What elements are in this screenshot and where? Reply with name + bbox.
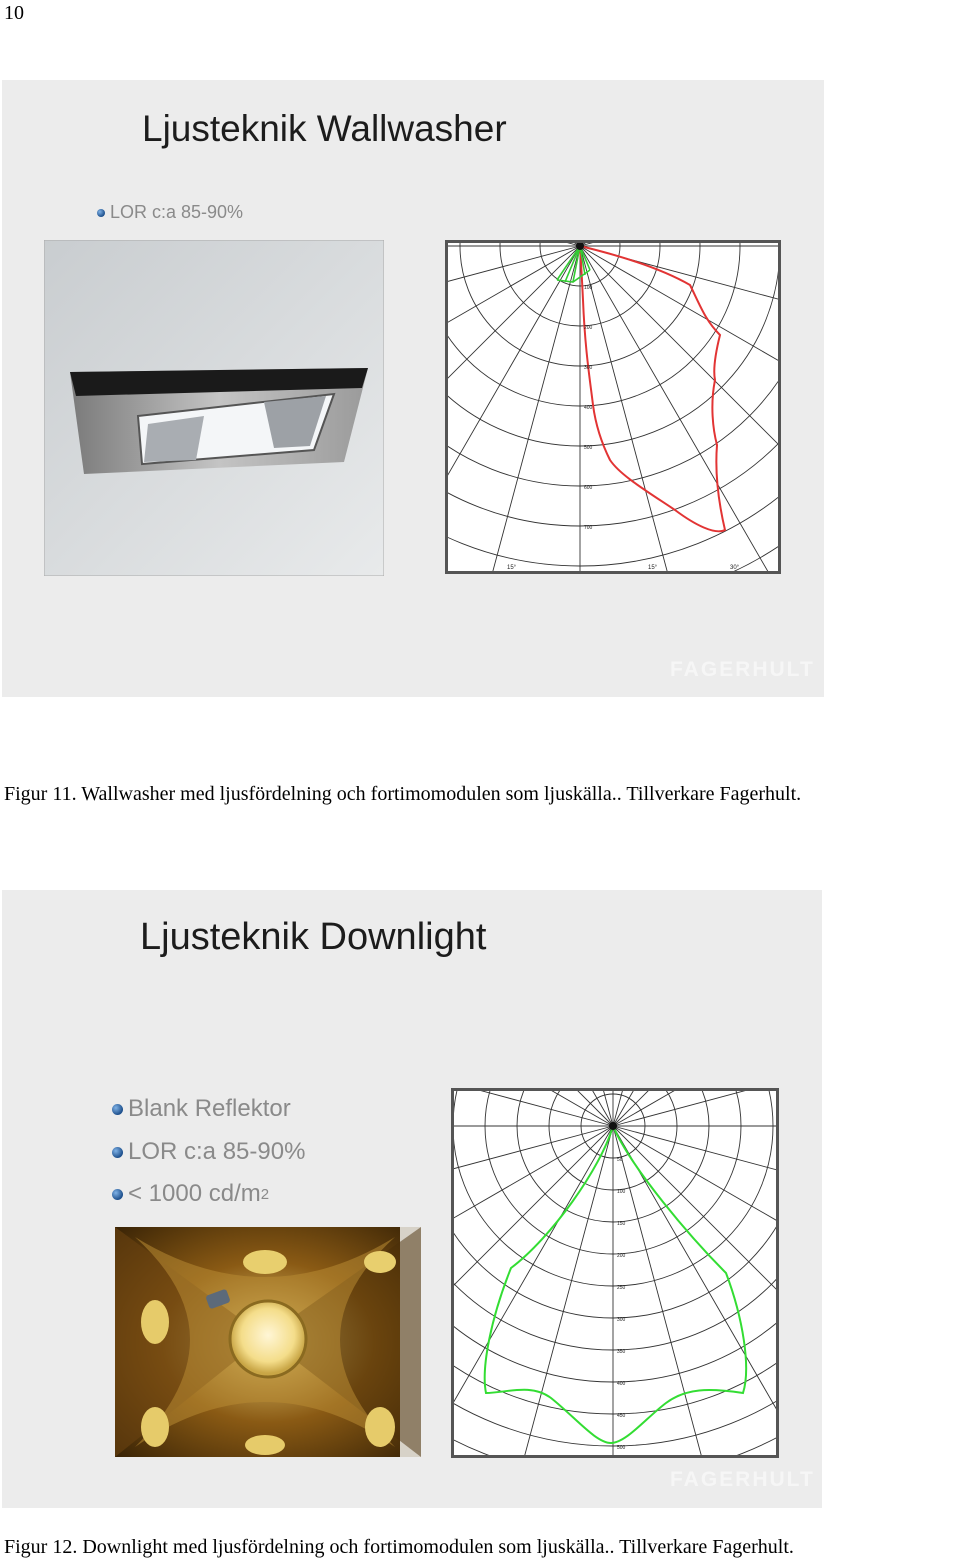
polar-ring — [451, 1088, 779, 1458]
polar-spoke — [613, 1126, 779, 1458]
polar-frame — [447, 242, 780, 573]
polar-spoke — [451, 1088, 613, 1126]
figure11-caption: Figur 11. Wallwasher med ljusfördelning och fortimomodulen som ljuskälla.. Tillverkare Fagerhult. — [4, 783, 802, 805]
polar-spoke — [580, 246, 781, 557]
figure12-caption: Figur 12. Downlight med ljusfördelning och fortimomodulen som ljuskälla.. Tillverkare Fagerhult. — [4, 1536, 794, 1558]
wallwasher-bullet-text: LOR c:a 85-90% — [110, 202, 244, 222]
polar-spoke — [613, 1088, 779, 1126]
downlight-bullet — [112, 1095, 291, 1123]
polar-grid — [445, 240, 781, 574]
downlight-bullet-text: Blank Reflektor — [128, 1095, 291, 1122]
polar-label: 200 — [584, 325, 593, 331]
polar-spoke — [613, 1126, 779, 1458]
downlight-slide-title: Ljusteknik Downlight — [140, 916, 487, 958]
bullet-icon — [97, 209, 105, 217]
downlight-reflector-photo — [115, 1227, 421, 1457]
downlight-bullet-text: LOR c:a 85-90% — [128, 1138, 306, 1165]
polar-label: 100 — [617, 1189, 626, 1195]
polar-label: 350 — [617, 1349, 626, 1355]
polar-label: 150 — [617, 1221, 626, 1227]
polar-angle-label: 15° — [648, 565, 658, 571]
polar-spoke — [613, 1088, 779, 1126]
polar-spoke — [445, 246, 580, 557]
polar-angle-label: 15° — [507, 565, 517, 571]
wallwasher-slide — [2, 80, 824, 697]
polar-ring — [445, 240, 780, 446]
polar-label: 250 — [617, 1285, 626, 1291]
polar-center — [609, 1122, 617, 1130]
wallwasher-bullet — [97, 202, 243, 223]
polar-label: 500 — [584, 445, 593, 451]
polar-label: 300 — [584, 365, 593, 371]
polar-ring — [445, 240, 781, 486]
polar-ring — [445, 240, 781, 526]
polar-spoke — [613, 1088, 779, 1126]
polar-center — [576, 242, 584, 250]
polar-label: 500 — [617, 1445, 626, 1451]
bullet-icon — [112, 1104, 123, 1115]
polar-grid — [451, 1088, 779, 1458]
polar-spoke — [451, 1088, 613, 1126]
polar-label: 400 — [617, 1381, 626, 1387]
polar-label: 600 — [584, 485, 593, 491]
polar-label: 300 — [617, 1317, 626, 1323]
wallwasher-polar-diagram — [445, 240, 781, 574]
bullet-icon — [112, 1147, 123, 1158]
polar-label: 450 — [617, 1413, 626, 1419]
downlight-slide — [2, 890, 822, 1508]
polar-spoke — [451, 1088, 613, 1126]
downlight-bullet — [112, 1180, 269, 1208]
polar-spoke — [451, 1088, 613, 1126]
wallwasher-logo: FAGERHULT — [670, 658, 815, 681]
polar-label: 400 — [584, 405, 593, 411]
polar-ring — [445, 240, 740, 406]
polar-spoke — [613, 1088, 779, 1126]
polar-label: 700 — [584, 525, 593, 531]
downlight-polar-diagram — [451, 1088, 779, 1458]
polar-spoke — [451, 1088, 613, 1126]
polar-spoke — [613, 1126, 779, 1458]
polar-frame — [453, 1090, 778, 1457]
polar-angle-label: 30° — [730, 565, 740, 571]
polar-spoke — [613, 1126, 779, 1458]
downlight-bullet — [112, 1138, 305, 1166]
downlight-logo: FAGERHULT — [670, 1468, 815, 1491]
polar-label: 200 — [617, 1253, 626, 1259]
wallwasher-slide-title: Ljusteknik Wallwasher — [142, 108, 507, 149]
page-number: 10 — [4, 2, 24, 24]
polar-curve-green — [485, 1126, 746, 1443]
polar-ring — [451, 1088, 779, 1414]
polar-label: 100 — [584, 285, 593, 291]
downlight-bullet-sup: 2 — [260, 1185, 270, 1203]
polar-spoke — [613, 1088, 779, 1126]
bullet-icon — [112, 1189, 123, 1200]
wallwasher-photo — [44, 240, 384, 576]
downlight-bullet-text: < 1000 cd/m — [128, 1180, 261, 1207]
polar-label: 50 — [617, 1157, 623, 1163]
